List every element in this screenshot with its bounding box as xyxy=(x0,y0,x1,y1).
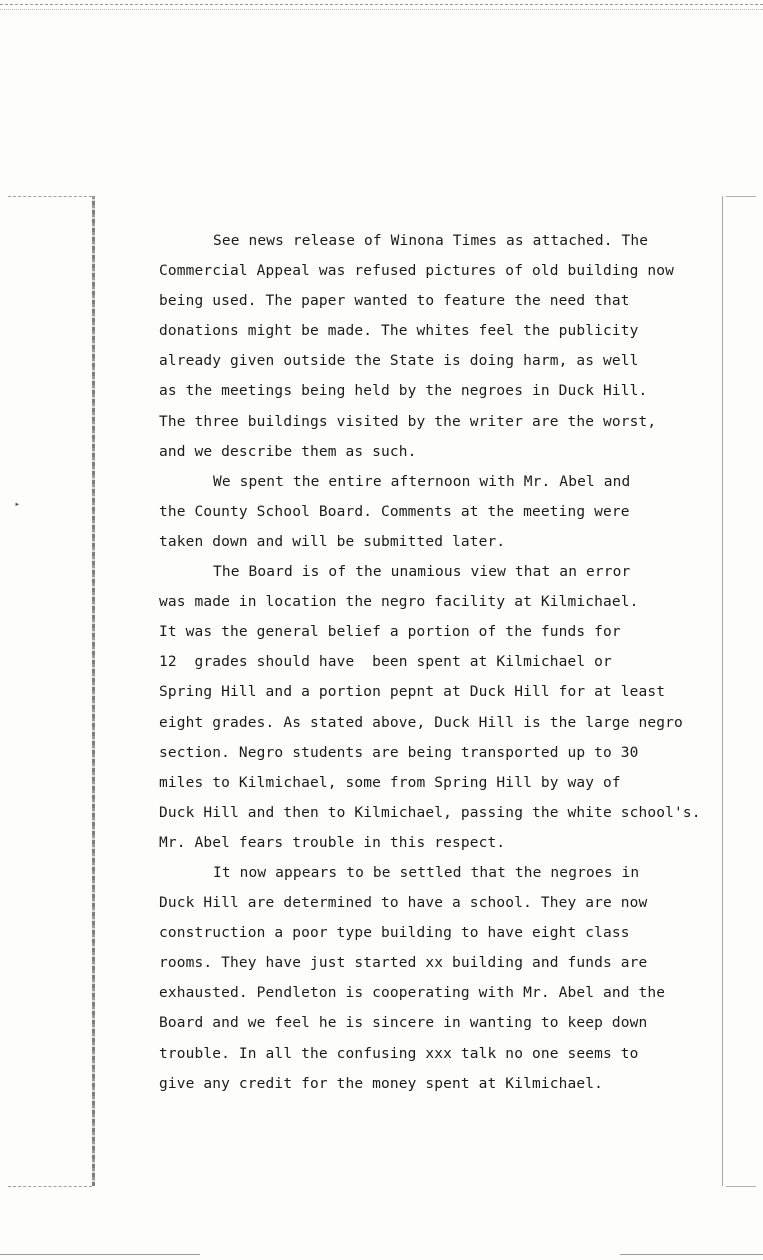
text-line: rooms. They have just started xx building and funds are xyxy=(159,955,648,972)
text-line: as the meetings being held by the negroes in Duck Hill. xyxy=(159,383,648,400)
text-line: Mr. Abel fears trouble in this respect. xyxy=(159,834,506,851)
margin-rule-top-right xyxy=(726,196,756,197)
scan-edge-top xyxy=(0,4,763,5)
text-line: The three buildings visited by the writer are the worst, xyxy=(159,413,657,430)
scan-speck: ‣ xyxy=(14,500,21,511)
text-line: We spent the entire afternoon with Mr. Abel and xyxy=(213,473,631,490)
text-line: give any credit for the money spent at Kilmichael. xyxy=(159,1075,603,1092)
typed-memo-body xyxy=(159,226,719,1099)
text-line: trouble. In all the confusing xxx talk no one seems to xyxy=(159,1045,639,1062)
scan-edge-bottom-right xyxy=(620,1254,763,1255)
text-line: 12 grades should have been spent at Kilmichael or xyxy=(159,654,612,671)
margin-rule-top-left xyxy=(8,196,92,197)
text-line: construction a poor type building to have eight class xyxy=(159,925,630,942)
scan-edge-top-secondary xyxy=(0,9,763,10)
text-line: donations might be made. The whites feel the publicity xyxy=(159,323,639,340)
text-line: It was the general belief a portion of the funds for xyxy=(159,624,621,641)
text-line: Duck Hill and then to Kilmichael, passing the white school's. xyxy=(159,804,701,821)
text-line: taken down and will be submitted later. xyxy=(159,533,506,550)
text-line: See news release of Winona Times as attached. The xyxy=(213,233,649,249)
binding-margin-rule xyxy=(92,196,95,1186)
text-line: It now appears to be settled that the negroes in xyxy=(213,864,640,881)
text-line: eight grades. As stated above, Duck Hill is the large negro xyxy=(159,714,683,731)
right-margin-rule xyxy=(722,196,723,1186)
text-line: miles to Kilmichael, some from Spring Hill by way of xyxy=(159,774,621,791)
margin-rule-bottom-right xyxy=(726,1186,756,1187)
text-line: already given outside the State is doing harm, as well xyxy=(159,353,639,370)
text-line: The Board is of the unamious view that an error xyxy=(213,564,631,581)
text-line: Board and we feel he is sincere in wanting to keep down xyxy=(159,1015,648,1032)
text-line: exhausted. Pendleton is cooperating with Mr. Abel and the xyxy=(159,985,666,1002)
text-line: Spring Hill and a portion pepnt at Duck Hill for at least xyxy=(159,684,666,701)
text-line: and we describe them as such. xyxy=(159,443,417,460)
text-line: the County School Board. Comments at the meeting were xyxy=(159,503,630,520)
text-line: Commercial Appeal was refused pictures of old building now xyxy=(159,263,675,280)
text-line: was made in location the negro facility at Kilmichael. xyxy=(159,594,639,611)
text-line: Duck Hill are determined to have a school. They are now xyxy=(159,895,648,912)
text-line: being used. The paper wanted to feature the need that xyxy=(159,293,630,310)
scan-edge-bottom-left xyxy=(0,1254,200,1255)
text-line: section. Negro students are being transported up to 30 xyxy=(159,744,639,761)
margin-rule-bottom-left xyxy=(8,1186,92,1187)
